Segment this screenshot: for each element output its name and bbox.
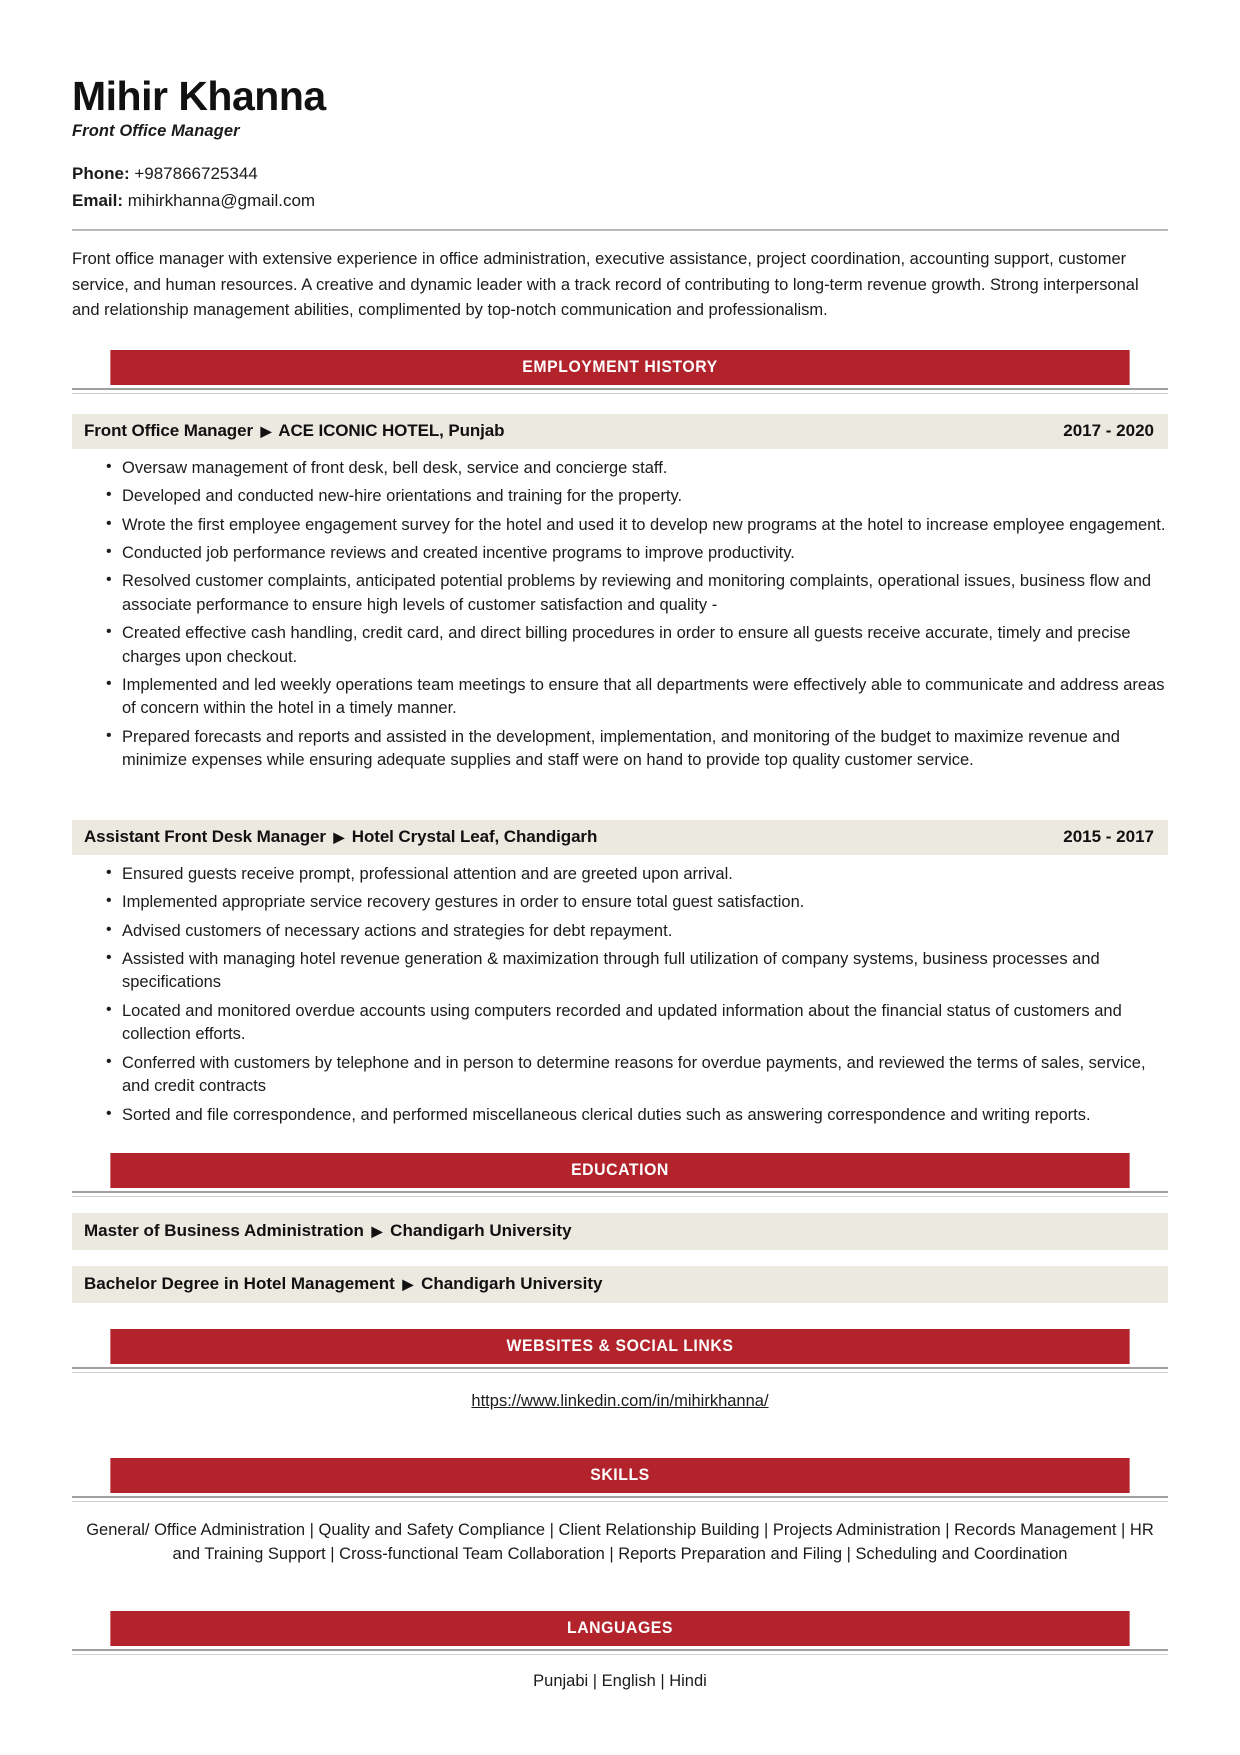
list-item: • Developed and conducted new-hire orientations and training for the property.: [106, 485, 1168, 508]
list-item: • Assisted with managing hotel revenue generation & maximization through full utilization of company systems, business processes and specifications: [106, 948, 1168, 995]
list-item: • Conferred with customers by telephone and in person to determine reasons for overdue payments, and reviewed the terms of sales, service, and credit contracts: [106, 1052, 1168, 1099]
spacer: [72, 778, 1168, 800]
linkedin-link[interactable]: https://www.linkedin.com/in/mihirkhanna/: [471, 1391, 769, 1410]
education-section: [72, 1153, 1168, 1197]
languages-section: [72, 1611, 1168, 1655]
list-item: • Ensured guests receive prompt, professional attention and are greeted upon arrival.: [106, 863, 1168, 886]
phone-line: [72, 161, 1168, 188]
arrow-right-icon: ▶: [371, 1222, 383, 1239]
section-title-languages: LANGUAGES: [110, 1611, 1129, 1646]
list-item: • Wrote the first employee engagement survey for the hotel and used it to develop new programs at the hotel to increase employee engagement.: [106, 514, 1168, 537]
job-role: Assistant Front Desk Manager: [84, 826, 326, 846]
education-degree: Bachelor Degree in Hotel Management: [84, 1273, 395, 1293]
phone-value: +987866725344: [134, 164, 258, 184]
list-item: • Located and monitored overdue accounts using computers recorded and updated information about the financial status of customers and collection efforts.: [106, 1000, 1168, 1047]
list-item: • Oversaw management of front desk, bell desk, service and concierge staff.: [106, 457, 1168, 480]
skills-content: General/ Office Administration | Quality and Safety Compliance | Client Relationship Building | Projects Administration | Records Management | HR and Training Support | Cross-functional Team Collaboration | Reports Preparation and Filing | Scheduling and Coordination: [86, 1520, 1154, 1564]
job-title-line: [84, 827, 597, 847]
candidate-job-title: Front Office Manager: [72, 122, 240, 141]
section-title-skills: SKILLS: [110, 1458, 1129, 1493]
job-dates: 2015 - 2017: [1063, 826, 1154, 846]
spacer: [72, 1418, 1168, 1432]
list-item: • Resolved customer complaints, anticipated potential problems by reviewing and monitoring complaints, operational issues, business flow and associate performance to ensure high levels of customer satisfaction and quality -: [106, 570, 1168, 617]
job-bullets: [72, 457, 1168, 773]
section-title-employment: EMPLOYMENT HISTORY: [110, 350, 1129, 385]
spacer: [72, 1571, 1168, 1585]
education-degree: Master of Business Administration: [84, 1220, 364, 1240]
arrow-right-icon: ▶: [402, 1275, 414, 1292]
phone-label: Phone:: [72, 164, 130, 184]
list-item: • Implemented and led weekly operations team meetings to ensure that all departments were effectively able to communicate and address areas of concern within the hotel in a timely manner.: [106, 674, 1168, 721]
websites-content: [72, 1373, 1168, 1418]
section-title-education: EDUCATION: [110, 1153, 1129, 1188]
email-value: mihirkhanna@gmail.com: [127, 191, 316, 211]
list-item: • Sorted and file correspondence, and performed miscellaneous clerical duties such as answering correspondence and writing reports.: [106, 1104, 1168, 1127]
languages-content: Punjabi | English | Hindi: [533, 1672, 707, 1691]
job-entry-0: [72, 414, 1168, 773]
list-item: • Advised customers of necessary actions and strategies for debt repayment.: [106, 920, 1168, 943]
job-entry-1: [72, 820, 1168, 1127]
list-item: • Conducted job performance reviews and created incentive programs to improve productivity.: [106, 542, 1168, 565]
job-header-bar: [72, 820, 1168, 855]
education-school: Chandigarh University: [390, 1220, 572, 1240]
job-header-bar: [72, 414, 1168, 449]
list-item: • Created effective cash handling, credit card, and direct billing procedures in order to ensure all guests receive accurate, timely and precise charges upon checkout.: [106, 622, 1168, 669]
education-entry-0: [72, 1213, 1168, 1250]
employment-section: [72, 350, 1168, 394]
arrow-right-icon: ▶: [260, 422, 272, 439]
job-company: ACE ICONIC HOTEL, Punjab: [278, 420, 505, 440]
section-title-websites: WEBSITES & SOCIAL LINKS: [110, 1329, 1129, 1364]
job-dates: 2017 - 2020: [1063, 420, 1154, 440]
resume-header: [72, 74, 1168, 215]
job-company: Hotel Crystal Leaf, Chandigarh: [351, 826, 598, 846]
email-line: [72, 188, 1168, 215]
list-item: • Implemented appropriate service recovery gestures in order to ensure total guest satisfaction.: [106, 891, 1168, 914]
education-title-line: [84, 1274, 1156, 1294]
job-role: Front Office Manager: [84, 420, 253, 440]
candidate-name: Mihir Khanna: [72, 73, 326, 119]
job-title-line: [84, 421, 504, 441]
header-divider: [72, 229, 1168, 231]
arrow-right-icon: ▶: [333, 828, 345, 845]
professional-summary: Front office manager with extensive experience in office administration, executive assistance, project coordination, accounting support, customer service, and human resources. A creative and dynamic leader with a track record of contributing to long-term revenue growth. Strong interpersonal and relationship management abilities, complimented by top-notch communication and professionalism.: [72, 249, 1139, 320]
education-title-line: [84, 1221, 1156, 1241]
job-bullets: [72, 863, 1168, 1127]
section-rule: [72, 1191, 1168, 1197]
skills-section: [72, 1458, 1168, 1502]
list-item: • Prepared forecasts and reports and assisted in the development, implementation, and monitoring of the budget to maximize revenue and minimize expenses while ensuring adequate supplies and staff were on hand to provide top quality customer service.: [106, 726, 1168, 773]
section-rule: [72, 388, 1168, 394]
education-school: Chandigarh University: [421, 1273, 603, 1293]
websites-section: [72, 1329, 1168, 1373]
email-label: Email:: [72, 191, 124, 211]
education-entry-1: [72, 1266, 1168, 1303]
